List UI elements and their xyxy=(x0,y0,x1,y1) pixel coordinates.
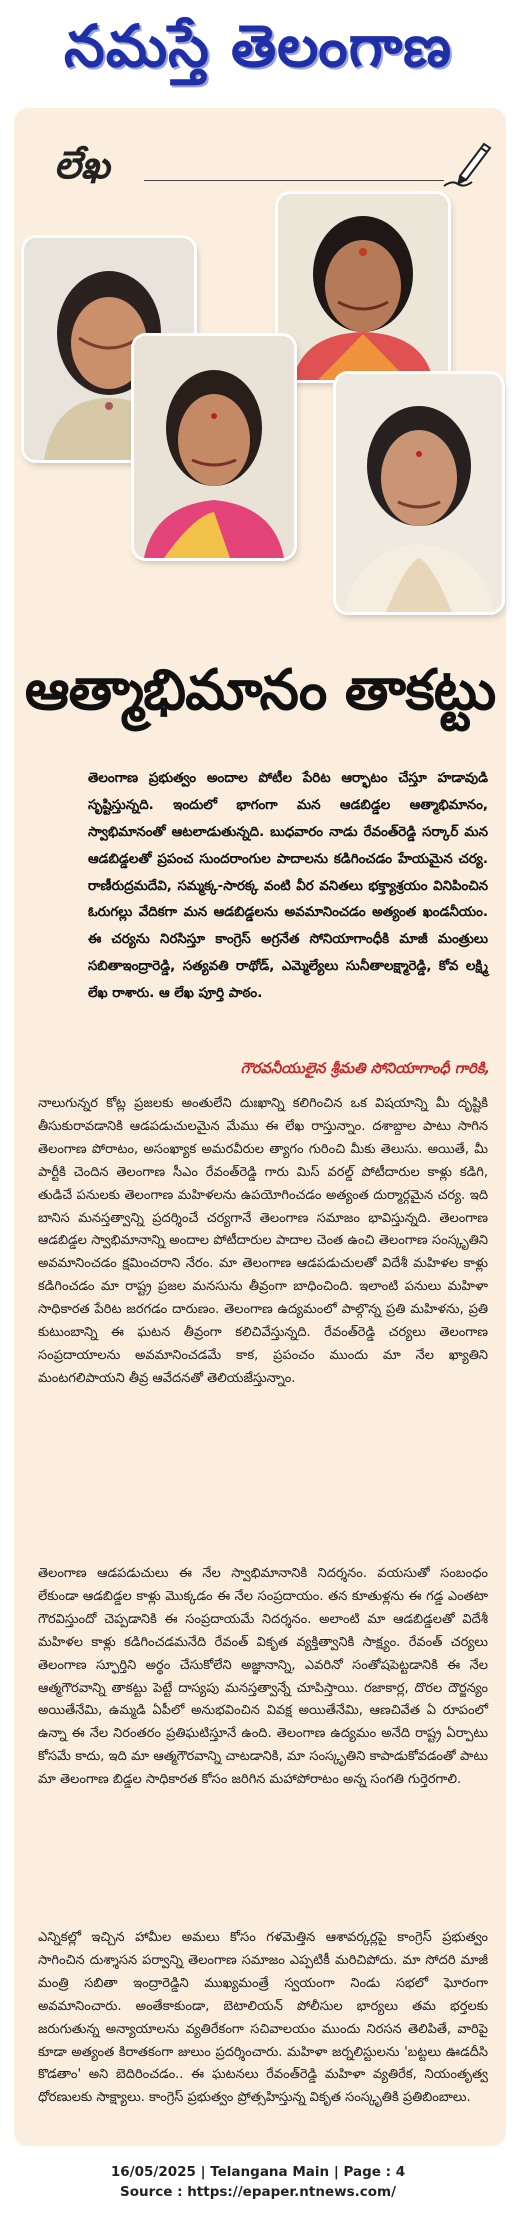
portrait-photo-2 xyxy=(134,336,294,558)
masthead xyxy=(0,0,516,92)
masthead-title: నమస్తే తెలంగాణ xyxy=(64,12,452,80)
intro-paragraph: తెలంగాణ ప్రభుత్వం అందాల పోటీల పేరిట ఆర్భాటం చేస్తూ హడావుడి సృష్టిస్తున్నది. ఇందులో భాగంగా మన ఆడబిడ్డల ఆత్మాభిమానం, స్వాభిమానంతో ఆటలాడుతున్నది. బుధవారం నాడు రేవంత్‌రెడ్డి సర్కార్ మన ఆడబిడ్డలతో ప్రపంచ సుందరాంగుల పాదాలను కడిగించడం హేయమైన చర్య. రాణీరుద్రమదేవి, సమ్మక్క-సారక్క వంటి వీర వనితలు భక్త్యాశ్రయం వినిపించిన ఓరుగల్లు వేదికగా మన ఆడబిడ్డలను అవమానించడం అత్యంత ఖండనీయం. ఈ చర్యను నిరసిస్తూ కాంగ్రెస్ అగ్రనేత సోనియాగాంధీకి మాజీ మంత్రులు సబితాఇంద్రారెడ్డి, సత్యవతి రాథోడ్, ఎమ్మెల్యేలు సునీతాలక్ష్మారెడ్డి, కోవ లక్ష్మి లేఖ రాశారు. ఆ లేఖ పూర్తి పాఠం. xyxy=(88,771,488,1001)
pen-writing-icon xyxy=(438,136,494,192)
section-header xyxy=(44,136,494,196)
portrait-photo-4 xyxy=(336,374,502,612)
portrait-photo-3 xyxy=(278,194,448,380)
body-paragraph: నాలుగున్నర కోట్ల ప్రజలకు అంతులేని దుఃఖాన్ని కలిగించిన ఒక విషయాన్ని మీ దృష్టికి తీసుకురావడానికి ఆడపడుచులమైన మేము ఈ లేఖ రాస్తున్నాం. దశాబ్దాల పాటు సాగిన తెలంగాణ పోరాటం, అసంఖ్యాక అమరవీరుల త్యాగం గురించి మీకు తెలుసు. అయితే, మీ పార్టీకి చెందిన తెలంగాణ సీఎం రేవంత్‌రెడ్డి గారు మిస్ వరల్డ్ పోటీదారుల కాళ్లు కడిగి, తుడిచే పనులకు తెలంగాణ మహిళలను ఉపయోగించడం అత్యంత దుర్మార్గమైన చర్య. ఇది బానిస మనస్తత్వాన్ని ప్రదర్శించే చర్యగానే తెలంగాణ సమాజం భావిస్తున్నది. తెలంగాణ ఆడబిడ్డల స్వాభిమానాన్ని అందాల పోటీదారుల పాదాల చెంత ఉంచి తెలంగాణ సంస్కృతిని అవమానించడం క్షమించరాని నేరం. మా తెలంగాణ ఆడపడుచులతో విదేశీ మహిళల కాళ్లు కడిగించడం మా రాష్ట్ర ప్రజల మనసును తీవ్రంగా బాధించింది. ఇలాంటి పనులు మహిళా సాధికారత పేరిట జరగడం దారుణం. తెలంగాణ ఉద్యమంలో పాల్గొన్న ప్రతి మహిళను, ప్రతి కుటుంబాన్ని ఈ ఘటన తీవ్రంగా కలిచివేస్తున్నది. రేవంత్‌రెడ్డి చర్యలు తెలంగాణ సంప్రదాయాలను అవమానించడమే కాక, ప్రపంచం ముందు మా నేల ఖ్యాతిని మంటగలిపాయని తీవ్ర ఆవేదనతో తెలియజేస్తున్నాం. xyxy=(38,1096,488,1386)
article-panel xyxy=(14,108,506,2146)
body-paragraph: తెలంగాణ ఆడపడుచులు ఈ నేల స్వాభిమానానికి నిదర్శనం. వయసుతో సంబంధం లేకుండా ఆడబిడ్డల కాళ్లు మొక్కడం ఈ నేల సంప్రదాయం. తన కూతుళ్లను ఈ గడ్డ ఎంతటా గౌరవిస్తుందో చెప్పడానికి ఈ సంప్రదాయమే నిదర్శనం. అలాంటి మా ఆడబిడ్డలతో విదేశీ మహిళల కాళ్లు కడిగించడమనేది రేవంత్ వికృత వ్యక్తిత్వానికి సాక్ష్యం. రేవంత్ చర్యలు తెలంగాణ స్ఫూర్తిని అర్థం చేసుకోలేని అజ్ఞానాన్ని, ఎవరినో సంతోషపెట్టడానికి ఈ నేల ఆత్మగౌరవాన్ని తాకట్టు పెట్టే దాస్యపు మనస్తత్వాన్నే చూపిస్తాయి. రజాకార్ల, దొరల దౌర్జన్యం అయితేనేమి, ఉమ్మడి ఏపీలో అనుభవించిన వివక్ష అయితేనేమి, ఆణచివేత ఏ రూపంలో ఉన్నా ఈ నేల నిరంతరం ప్రతిఘటిస్తూనే ఉంది. తెలంగాణ ఉద్యమం అనేది రాష్ట్ర ఏర్పాటు కోసమే కాదు, ఇది మా ఆత్మగౌరవాన్ని చాటడానికి, మా సంస్కృతిని కాపాడుకోవడంతో పాటు మా తెలంగాణ బిడ్డల సాధికారత కోసం జరిగిన మహాపోరాటం అన్న సంగతి గుర్తెరగాలి. xyxy=(38,1566,488,1788)
footer-date-edition: 16/05/2025 | Telangana Main | Page : 4 xyxy=(110,2164,406,2180)
body-paragraph: ఎన్నికల్లో ఇచ్చిన హామీల అమలు కోసం గళమెత్తిన ఆశావర్కర్లపై కాంగ్రెస్ ప్రభుత్వం సాగించిన దుశ్శాసన పర్వాన్ని తెలంగాణ సమాజం ఎప్పటికీ మరిచిపోదు. మా సోదరి మాజీ మంత్రి సబితా ఇంద్రారెడ్డిని ముఖ్యమంత్రే స్వయంగా నిండు సభలో ఘోరంగా అవమానించారు. అంతేకాకుండా, బెటాలియన్ పోలీసుల భార్యలు తమ భర్తలకు జరుగుతున్న అన్యాయాలను వ్యతిరేకంగా సచివాలయం ముందు నిరసన తెలిపితే, వారిపై కూడా అత్యంత కిరాతకంగా జులుం ప్రదర్శించారు. మహిళా జర్నలిస్టులను 'బట్టలు ఊడదీసి కొడతాం' అని బెదిరించడం.. ఈ ఘటనలు రేవంత్‌రెడ్డి మహిళా వ్యతిరేక, నియంతృత్వ ధోరణులకు సాక్ష్యాలు. కాంగ్రెస్ ప్రభుత్వం ప్రోత్సహిస్తున్న వికృత సంస్కృతికి ప్రతిబింబాలు. xyxy=(38,1930,488,2106)
section-rule xyxy=(144,180,444,181)
footer xyxy=(0,2162,516,2202)
section-label: లేఖ xyxy=(54,142,110,187)
headline: ఆత్మాభిమానం తాకట్టు xyxy=(24,656,496,723)
salutation: గౌరవనీయులైన శ్రీమతి సోనియాగాంధీ గారికి, xyxy=(240,1059,490,1077)
footer-source: Source : https://epaper.ntnews.com/ xyxy=(119,2184,397,2200)
